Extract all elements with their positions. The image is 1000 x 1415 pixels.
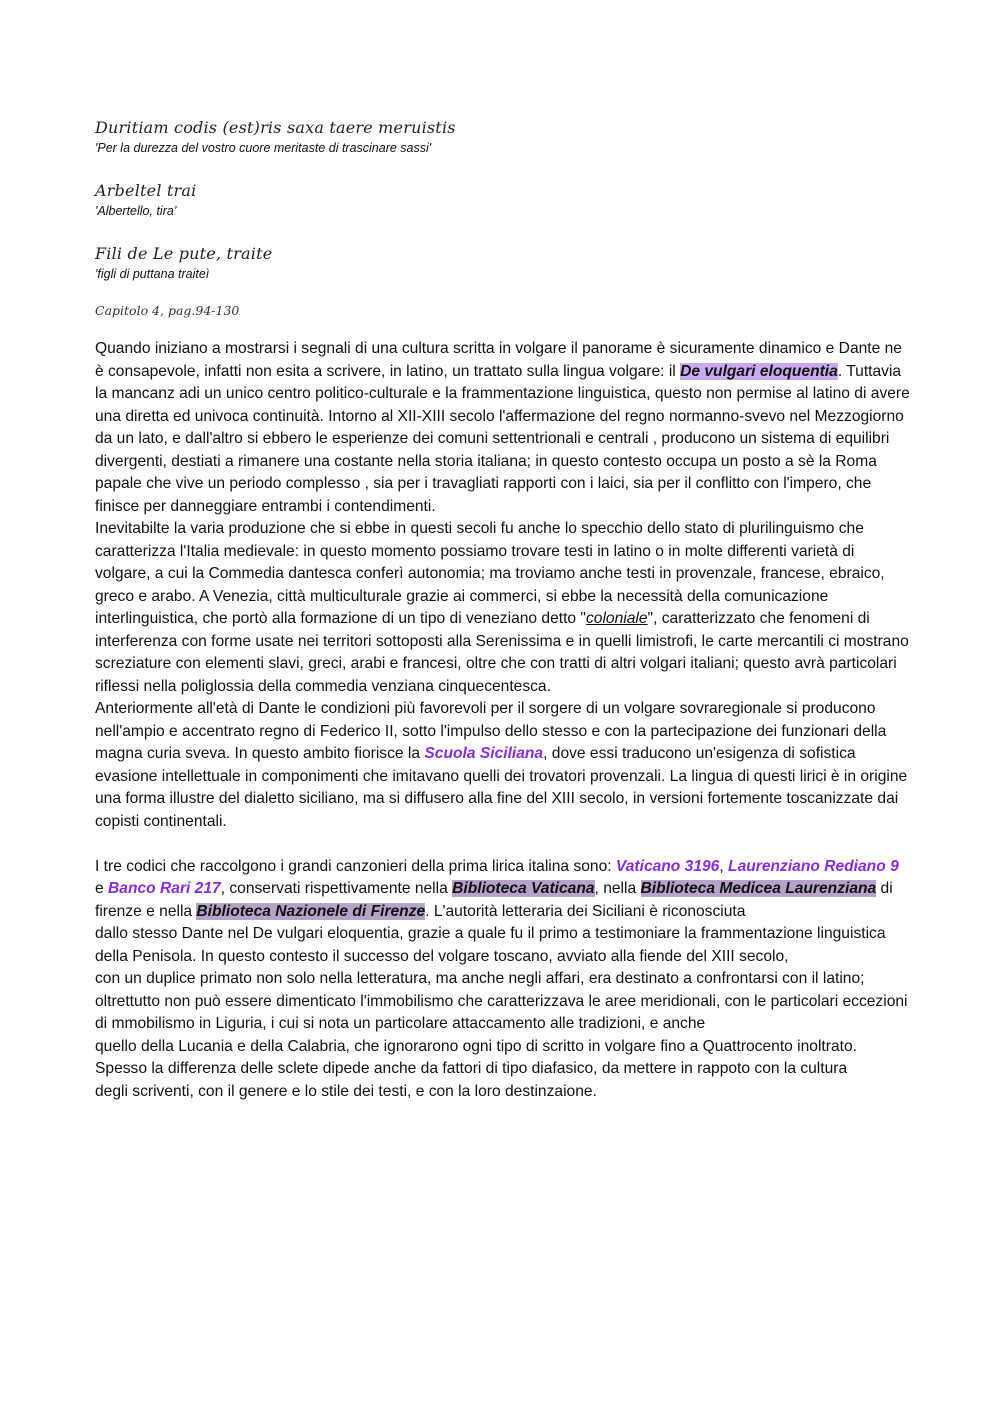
paragraph-2-text: Inevitabilte la varia produzione che si ebbe in questi secoli fu anche lo specchio dello stato di plurilinguismo che caratterizza l'Italia medievale: in questo momento possiamo trovare testi in latino o in molte differenti varietà di volgare, a cui la Commedia dantesca conferì autonomia; ma troviamo anche testi in provenzale, francese, ebraico, greco e arabo. A Venezia, città multiculturale grazie ai commerci, si ebbe la necessità della comunicazione interlinguistica, che portò alla formazione di un tipo di veneziano detto " (95, 520, 885, 627)
quote-translation-3: 'figli di puttana traiteì (95, 267, 210, 281)
paragraph-1-text: Quando iniziano a mostrarsi i segnali di una cultura scritta in volgare il panorame è sicuramente dinamico e Dante ne è consapevole, infatti non esita a scrivere, in latino, un trattato sulla lingua volgare: il (95, 340, 902, 380)
sep-4: , nella (594, 880, 641, 897)
sep-2: e (95, 880, 109, 897)
sep-1: , (719, 857, 729, 875)
paragraph-2-text-cont: ", caratterizzato che fenomeni di interferenza con forme usate nei territori sottoposti alla Serenissima e in quelli limistrofi, le carte mercantili ci mostrano screziature con elementi slavi, greci, arabi e francesi, oltre che con tratti di altri volgari italiani; questo avrà particolari riflessi nella poliglossia della commedia venziana cinquecentesca. (95, 610, 909, 695)
paragraph-7: quello della Lucania e della Calabria, che ignorarono ogni tipo di scritto in volgare fino a Quattrocento inoltrato. (95, 1037, 857, 1055)
quote-translation-2: 'Albertello, tira’ (95, 204, 177, 218)
sep-3: , conservati rispettivamente nella (220, 880, 453, 897)
codex-laurenziano: Laurenziano Rediano 9 (728, 857, 899, 875)
paragraph-6: con un duplice primato non solo nella letteratura, ma anche negli affari, era destinato a confrontarsi con il latino; oltrettutto non può essere dimenticato l'immobilismo che caratterizzava le aree meridionali, con le particolari eccezioni di mmobilismo in Liguria, i cui si nota un particolare attaccamento alle tradizioni, e anche (95, 970, 908, 1032)
latin-quote-3: Fili de Le pute, traite (95, 244, 273, 263)
paragraph-5: dallo stesso Dante nel De vulgari eloquentia, grazie a quale fu il primo a testimoniare la frammentazione linguistica della Penisola. In questo contesto il successo del volgare toscano, avviato alla fiende del XIII secolo, (95, 925, 886, 965)
paragraph-9: degli scriventi, con il genere e lo stile dei testi, e con la loro destinzaione. (95, 1082, 597, 1100)
paragraph-1-text-cont: . Tuttavia la mancanz adi un unico centro politico-culturale e la frammentazione linguistica, questo non permise al latino di avere una diretta ed univoca continuità. Intorno al XII-XIII secolo l'affermazione del regno normanno-svevo nel Mezzogiorno da un lato, e dall'altro si ebbero le esperienze dei comuni settentrionali e centrali , producono un sistema di equilibri divergenti, destiati a rimanere una costante nella storia italiana; in questo contesto occupa un posto a sè la Roma papale che vive un periodo complesso , sia per i travagliati rapporti con i laici, sia per il conflitto con l'impero, che finisce per danneggiare entrambi i contendimenti. (95, 362, 910, 515)
latin-quote-1: Duritiam codis (est)ris saxa taere meruistis (95, 118, 456, 137)
highlight-biblioteca-medicea: Biblioteca Medicea Laurenziana (640, 880, 877, 897)
paragraph-gap (95, 833, 910, 856)
paragraph-4-end: . L'autorità letteraria dei Siciliani è riconosciuta (425, 902, 746, 920)
document-page (95, 118, 910, 1103)
paragraph-3-text-cont: , dove essi traducono un'esigenza di sofistica evasione intellettuale in componimenti che imitavano quelli dei trovatori provenzali. La lingua di questi lirici è in origine una forma illustre del dialetto siciliano, ma si diffusero alla fine del XIII secolo, in versioni fortemente toscanizzate dai copisti continentali. (95, 745, 908, 830)
paragraph-4-text: I tre codici che raccolgono i grandi canzonieri della prima lirica italina sono: (95, 857, 616, 875)
paragraph-3-text: Anteriormente all'età di Dante le condizioni più favorevoli per il sorgere di un volgare sovraregionale si producono nell'ampio e accentrato regno di Federico II, sotto l'impulso dello stesso e con la partecipazione dei funzionari della magna curia sveva. In questo ambito fiorisce la (95, 700, 887, 762)
codex-vaticano: Vaticano 3196 (615, 857, 720, 875)
quote-translation-1: 'Per la durezza del vostro cuore meritaste di trascinare sassi' (95, 141, 432, 155)
highlight-biblioteca-nazionale: Biblioteca Nazionele di Firenze (196, 902, 426, 920)
highlight-de-vulgari-eloquentia: De vulgari eloquentia (680, 362, 838, 380)
paragraph-1 (95, 338, 910, 518)
term-scuola-siciliana: Scuola Siciliana (424, 745, 544, 762)
paragraph-4 (95, 856, 910, 924)
latin-quote-2: Arbeltel trai (95, 181, 197, 200)
sep-5: di firenze e nella (95, 880, 893, 920)
chapter-reference: Capitolo 4, pag.94-130 (95, 303, 240, 318)
body-text (95, 338, 910, 1103)
paragraph-8: Spesso la differenza delle sclete dipede anche da fattori di tipo diafasico, da mettere in rappoto con la cultura (95, 1060, 848, 1077)
paragraph-3 (95, 698, 910, 833)
highlight-biblioteca-vaticana: Biblioteca Vaticana (452, 880, 595, 897)
underline-coloniale: coloniale (585, 610, 648, 627)
paragraph-2 (95, 518, 910, 698)
codex-banco-rari: Banco Rari 217 (108, 880, 221, 897)
